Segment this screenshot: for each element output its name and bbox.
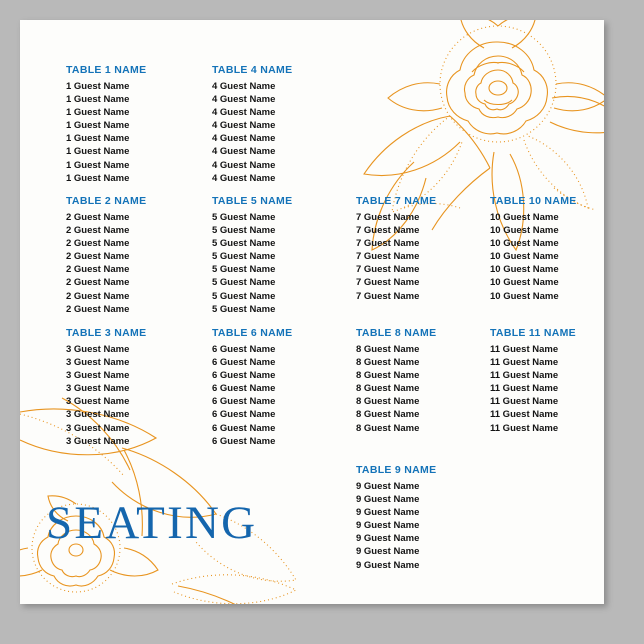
guest-name: 7 Guest Name xyxy=(356,277,420,289)
guest-name: 4 Guest Name xyxy=(212,107,276,119)
table-block-2 xyxy=(66,195,146,316)
guest-name: 5 Guest Name xyxy=(212,264,276,276)
table-title: TABLE 3 NAME xyxy=(66,327,147,339)
page-title: SEATING xyxy=(46,497,258,549)
guest-name: 8 Guest Name xyxy=(356,344,420,355)
guest-name: 9 Guest Name xyxy=(356,481,420,492)
guest-name: 1 Guest Name xyxy=(66,172,130,184)
guest-name: 7 Guest Name xyxy=(356,238,420,250)
guest-name: 6 Guest Name xyxy=(212,357,276,369)
guest-name: 11 Guest Name xyxy=(490,370,559,382)
guest-name: 11 Guest Name xyxy=(490,396,559,408)
guest-name: 4 Guest Name xyxy=(212,146,276,158)
guest-name: 3 Guest Name xyxy=(66,422,130,434)
table-block-3 xyxy=(66,327,146,448)
guest-name: 7 Guest Name xyxy=(356,212,420,223)
table-title: TABLE 11 NAME xyxy=(490,327,576,339)
guest-name: 9 Guest Name xyxy=(356,533,420,545)
guest-name: 1 Guest Name xyxy=(66,94,130,106)
table-title: TABLE 2 NAME xyxy=(66,195,147,207)
guest-name: 11 Guest Name xyxy=(490,344,559,355)
guest-name: 1 Guest Name xyxy=(66,81,130,92)
guest-name: 11 Guest Name xyxy=(490,383,559,395)
guest-name: 6 Guest Name xyxy=(212,409,276,421)
guest-name: 1 Guest Name xyxy=(66,146,130,158)
guest-name: 10 Guest Name xyxy=(490,238,559,250)
table-block-1 xyxy=(66,64,146,185)
guest-name: 9 Guest Name xyxy=(356,546,420,558)
guest-name: 6 Guest Name xyxy=(212,370,276,382)
guest-name: 10 Guest Name xyxy=(490,212,559,223)
guest-name: 3 Guest Name xyxy=(66,396,130,408)
guest-name: 8 Guest Name xyxy=(356,409,420,421)
table-block-6 xyxy=(212,327,292,448)
guest-name: 2 Guest Name xyxy=(66,212,130,223)
guest-name: 5 Guest Name xyxy=(212,303,276,315)
guest-name: 10 Guest Name xyxy=(490,290,559,302)
guest-name: 8 Guest Name xyxy=(356,357,420,369)
guest-name: 2 Guest Name xyxy=(66,251,130,263)
guest-name: 4 Guest Name xyxy=(212,81,276,92)
guest-name: 7 Guest Name xyxy=(356,290,420,302)
guest-name: 3 Guest Name xyxy=(66,435,130,447)
guest-name: 4 Guest Name xyxy=(212,120,276,132)
guest-name: 11 Guest Name xyxy=(490,409,559,421)
table-title: TABLE 5 NAME xyxy=(212,195,293,207)
guest-name: 10 Guest Name xyxy=(490,225,559,237)
guest-name: 9 Guest Name xyxy=(356,520,420,532)
guest-name: 8 Guest Name xyxy=(356,396,420,408)
guest-name: 3 Guest Name xyxy=(66,344,130,355)
guest-name: 9 Guest Name xyxy=(356,507,420,519)
guest-name: 10 Guest Name xyxy=(490,251,559,263)
guest-name: 7 Guest Name xyxy=(356,225,420,237)
guest-name: 10 Guest Name xyxy=(490,264,559,276)
guest-name: 1 Guest Name xyxy=(66,107,130,119)
table-block-11 xyxy=(490,327,576,435)
table-title: TABLE 10 NAME xyxy=(490,195,577,207)
guest-name: 5 Guest Name xyxy=(212,277,276,289)
guest-name: 1 Guest Name xyxy=(66,120,130,132)
guest-name: 4 Guest Name xyxy=(212,159,276,171)
seating-chart-poster xyxy=(20,20,604,604)
guest-name: 2 Guest Name xyxy=(66,225,130,237)
table-title: TABLE 7 NAME xyxy=(356,195,437,207)
guest-name: 11 Guest Name xyxy=(490,357,559,369)
guest-name: 6 Guest Name xyxy=(212,422,276,434)
table-block-9 xyxy=(356,464,436,572)
guest-name: 2 Guest Name xyxy=(66,264,130,276)
table-title: TABLE 4 NAME xyxy=(212,64,293,76)
guest-name: 8 Guest Name xyxy=(356,422,420,434)
guest-name: 3 Guest Name xyxy=(66,383,130,395)
guest-name: 4 Guest Name xyxy=(212,172,276,184)
guest-name: 2 Guest Name xyxy=(66,290,130,302)
guest-name: 9 Guest Name xyxy=(356,559,420,571)
guest-name: 1 Guest Name xyxy=(66,159,130,171)
guest-name: 10 Guest Name xyxy=(490,277,559,289)
table-block-5 xyxy=(212,195,292,316)
table-block-8 xyxy=(356,327,436,435)
guest-name: 2 Guest Name xyxy=(66,303,130,315)
guest-name: 7 Guest Name xyxy=(356,264,420,276)
guest-name: 5 Guest Name xyxy=(212,251,276,263)
guest-name: 6 Guest Name xyxy=(212,344,276,355)
guest-name: 5 Guest Name xyxy=(212,238,276,250)
guest-name: 4 Guest Name xyxy=(212,94,276,106)
guest-name: 1 Guest Name xyxy=(66,133,130,145)
guest-name: 6 Guest Name xyxy=(212,383,276,395)
guest-name: 6 Guest Name xyxy=(212,435,276,447)
table-title: TABLE 1 NAME xyxy=(66,64,147,76)
table-title: TABLE 6 NAME xyxy=(212,327,293,339)
guest-name: 6 Guest Name xyxy=(212,396,276,408)
table-title: TABLE 9 NAME xyxy=(356,464,437,476)
table-block-10 xyxy=(490,195,577,303)
guest-name: 3 Guest Name xyxy=(66,409,130,421)
guest-name: 5 Guest Name xyxy=(212,290,276,302)
guest-name: 4 Guest Name xyxy=(212,133,276,145)
guest-name: 5 Guest Name xyxy=(212,212,276,223)
guest-name: 3 Guest Name xyxy=(66,370,130,382)
table-title: TABLE 8 NAME xyxy=(356,327,437,339)
guest-name: 9 Guest Name xyxy=(356,494,420,506)
guest-name: 11 Guest Name xyxy=(490,422,559,434)
guest-name: 2 Guest Name xyxy=(66,238,130,250)
guest-name: 2 Guest Name xyxy=(66,277,130,289)
guest-name: 8 Guest Name xyxy=(356,370,420,382)
guest-name: 5 Guest Name xyxy=(212,225,276,237)
guest-name: 3 Guest Name xyxy=(66,357,130,369)
guest-name: 8 Guest Name xyxy=(356,383,420,395)
table-block-4 xyxy=(212,64,292,185)
guest-name: 7 Guest Name xyxy=(356,251,420,263)
table-block-7 xyxy=(356,195,436,303)
